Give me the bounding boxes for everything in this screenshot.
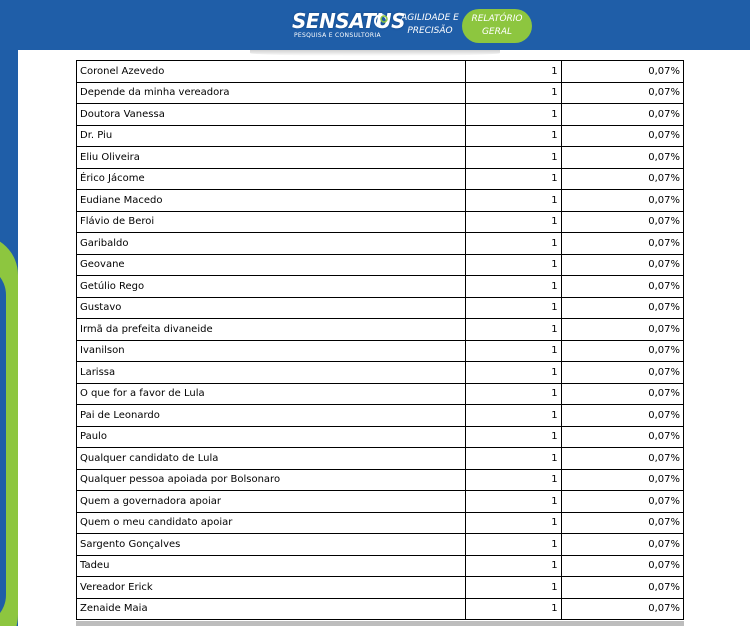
row-percent: 0,07% bbox=[561, 147, 683, 169]
row-name: Larissa bbox=[77, 362, 466, 384]
table-row bbox=[77, 555, 684, 577]
row-name: Irmã da prefeita divaneide bbox=[77, 319, 466, 341]
row-name: Vereador Erick bbox=[77, 577, 466, 599]
row-percent: 0,07% bbox=[561, 448, 683, 470]
row-count: 1 bbox=[466, 233, 561, 255]
row-percent: 0,07% bbox=[561, 362, 683, 384]
row-count: 1 bbox=[466, 426, 561, 448]
row-count: 1 bbox=[466, 448, 561, 470]
row-count: 1 bbox=[466, 125, 561, 147]
row-percent: 0,07% bbox=[561, 61, 683, 83]
left-decorative-band bbox=[0, 50, 18, 626]
row-percent: 0,07% bbox=[561, 405, 683, 427]
row-percent: 0,07% bbox=[561, 82, 683, 104]
table-row bbox=[77, 534, 684, 556]
table-row bbox=[77, 254, 684, 276]
row-name: Dr. Piu bbox=[77, 125, 466, 147]
row-percent: 0,07% bbox=[561, 555, 683, 577]
table-row bbox=[77, 362, 684, 384]
table-row bbox=[77, 211, 684, 233]
badge-line-2: GERAL bbox=[481, 27, 513, 37]
row-percent: 0,07% bbox=[561, 598, 683, 620]
row-count: 1 bbox=[466, 147, 561, 169]
table-row bbox=[77, 147, 684, 169]
table-row bbox=[77, 190, 684, 212]
report-badge bbox=[462, 9, 532, 43]
row-count: 1 bbox=[466, 512, 561, 534]
results-table-body bbox=[77, 61, 684, 620]
row-name: Qualquer pessoa apoiada por Bolsonaro bbox=[77, 469, 466, 491]
row-name: Ivanilson bbox=[77, 340, 466, 362]
row-name: Eudiane Macedo bbox=[77, 190, 466, 212]
row-count: 1 bbox=[466, 405, 561, 427]
logo-swirl-icon bbox=[372, 12, 390, 30]
left-blue-curve bbox=[0, 265, 6, 625]
table-row bbox=[77, 426, 684, 448]
row-count: 1 bbox=[466, 190, 561, 212]
row-name: Paulo bbox=[77, 426, 466, 448]
table-row bbox=[77, 469, 684, 491]
row-percent: 0,07% bbox=[561, 125, 683, 147]
row-count: 1 bbox=[466, 211, 561, 233]
row-count: 1 bbox=[466, 534, 561, 556]
row-percent: 0,07% bbox=[561, 297, 683, 319]
table-row bbox=[77, 168, 684, 190]
table-row bbox=[77, 276, 684, 298]
row-count: 1 bbox=[466, 577, 561, 599]
row-count: 1 bbox=[466, 469, 561, 491]
report-header bbox=[0, 0, 750, 50]
row-count: 1 bbox=[466, 82, 561, 104]
row-name: Sargento Gonçalves bbox=[77, 534, 466, 556]
row-count: 1 bbox=[466, 362, 561, 384]
logo-subtitle: PESQUISA E CONSULTORIA bbox=[294, 32, 381, 39]
logo-text: SENSATUS bbox=[292, 9, 406, 33]
table-row bbox=[77, 383, 684, 405]
table-row bbox=[77, 512, 684, 534]
row-name: Garibaldo bbox=[77, 233, 466, 255]
row-percent: 0,07% bbox=[561, 190, 683, 212]
row-count: 1 bbox=[466, 104, 561, 126]
row-percent: 0,07% bbox=[561, 491, 683, 513]
table-row bbox=[77, 491, 684, 513]
row-count: 1 bbox=[466, 598, 561, 620]
row-percent: 0,07% bbox=[561, 469, 683, 491]
row-count: 1 bbox=[466, 319, 561, 341]
tagline bbox=[400, 12, 460, 38]
row-name: Quem o meu candidato apoiar bbox=[77, 512, 466, 534]
row-percent: 0,07% bbox=[561, 426, 683, 448]
row-name: O que for a favor de Lula bbox=[77, 383, 466, 405]
row-percent: 0,07% bbox=[561, 233, 683, 255]
row-percent: 0,07% bbox=[561, 577, 683, 599]
table-row bbox=[77, 340, 684, 362]
row-name: Zenaide Maia bbox=[77, 598, 466, 620]
row-name: Érico Jácome bbox=[77, 168, 466, 190]
table-row bbox=[77, 448, 684, 470]
row-count: 1 bbox=[466, 297, 561, 319]
header-shadow bbox=[250, 50, 500, 56]
row-name: Qualquer candidato de Lula bbox=[77, 448, 466, 470]
row-name: Quem a governadora apoiar bbox=[77, 491, 466, 513]
table-row bbox=[77, 125, 684, 147]
table-row bbox=[77, 577, 684, 599]
row-name: Coronel Azevedo bbox=[77, 61, 466, 83]
row-count: 1 bbox=[466, 61, 561, 83]
tagline-line-1: AGILIDADE E bbox=[401, 13, 459, 23]
table-row bbox=[77, 405, 684, 427]
tagline-line-2: PRECISÃO bbox=[407, 26, 453, 36]
row-percent: 0,07% bbox=[561, 383, 683, 405]
table-row bbox=[77, 297, 684, 319]
table-row bbox=[77, 61, 684, 83]
row-name: Gustavo bbox=[77, 297, 466, 319]
badge-line-1: RELATÓRIO bbox=[471, 14, 523, 24]
table-row bbox=[77, 104, 684, 126]
table-row bbox=[77, 233, 684, 255]
row-count: 1 bbox=[466, 168, 561, 190]
row-name: Pai de Leonardo bbox=[77, 405, 466, 427]
table-row bbox=[77, 319, 684, 341]
row-name: Doutora Vanessa bbox=[77, 104, 466, 126]
row-name: Geovane bbox=[77, 254, 466, 276]
row-percent: 0,07% bbox=[561, 534, 683, 556]
row-count: 1 bbox=[466, 555, 561, 577]
table-row bbox=[77, 82, 684, 104]
row-percent: 0,07% bbox=[561, 276, 683, 298]
sensatus-logo bbox=[292, 9, 406, 43]
row-name: Depende da minha vereadora bbox=[77, 82, 466, 104]
row-percent: 0,07% bbox=[561, 104, 683, 126]
row-name: Eliu Oliveira bbox=[77, 147, 466, 169]
row-percent: 0,07% bbox=[561, 319, 683, 341]
row-name: Flávio de Beroi bbox=[77, 211, 466, 233]
row-count: 1 bbox=[466, 340, 561, 362]
row-percent: 0,07% bbox=[561, 512, 683, 534]
row-percent: 0,07% bbox=[561, 211, 683, 233]
results-table bbox=[76, 60, 684, 620]
row-percent: 0,07% bbox=[561, 168, 683, 190]
row-count: 1 bbox=[466, 383, 561, 405]
row-name: Tadeu bbox=[77, 555, 466, 577]
row-name: Getúlio Rego bbox=[77, 276, 466, 298]
row-count: 1 bbox=[466, 491, 561, 513]
table-row bbox=[77, 598, 684, 620]
row-count: 1 bbox=[466, 276, 561, 298]
table-total-row-partial bbox=[76, 621, 684, 626]
row-count: 1 bbox=[466, 254, 561, 276]
row-percent: 0,07% bbox=[561, 254, 683, 276]
row-percent: 0,07% bbox=[561, 340, 683, 362]
